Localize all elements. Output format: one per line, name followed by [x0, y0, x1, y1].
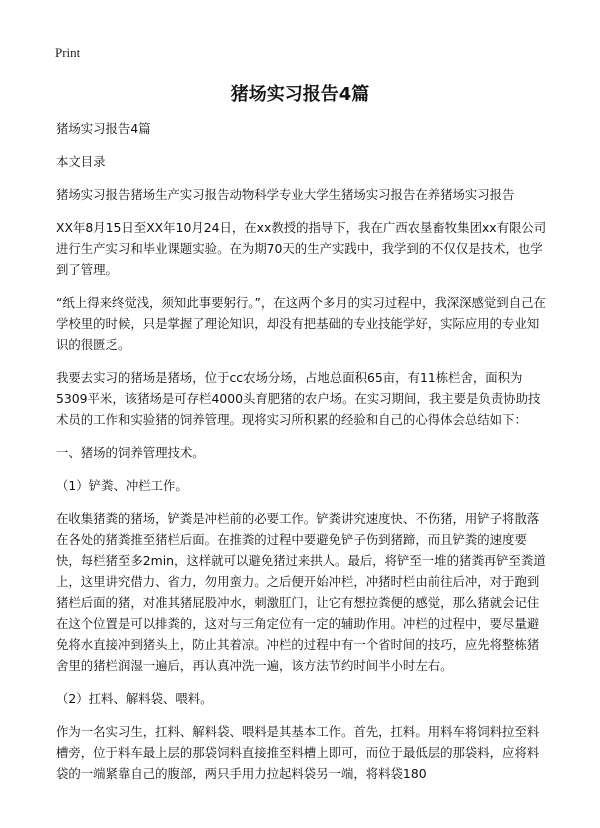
paragraph: 本文目录	[56, 154, 106, 169]
paragraph: 猪场实习报告猪场生产实习报告动物科学专业大学生猪场实习报告在养猪场实习报告	[56, 187, 515, 202]
paragraph: 在收集猪粪的猪场，铲粪是冲栏前的必要工作。铲粪讲究速度快、不伤猪，用铲子将散落在各处的猪粪推至猪栏后面。在推粪的过程中要避免铲子伤到猪蹄，而且铲粪的速度要快，每栏猪至多2min，这样就可以避免猪过来拱人。最后，将铲至一堆的猪粪再铲至粪道上，这里讲究借力、省力，勿用蛮力。之后便开始冲栏，冲猪时栏由前往后冲，对于跑到猪栏后面的猪，对准其猪屁股冲水，刺激肛门，让它有想拉粪便的感觉，那么猪就会记住在这个位置是可以排粪的，这对与三角定位有一定的辅助作用。冲栏的过程中，要尽量避免将水直接冲到猪头上，防止其着凉。冲栏的过程中有一个省时间的技巧，应先将整栋猪舍里的猪栏润湿一遍后，再认真冲洗一遍，该方法节约时间半小时左右。	[56, 511, 546, 673]
print-link[interactable]: Print	[55, 45, 81, 60]
document-body	[56, 118, 549, 796]
paragraph: 我要去实习的猪场是猪场，位于cc农场分场，占地总面积65亩，有11栋栏舍，面积为5309平米，该猪场是可存栏4000头育肥猪的农户场。在实习期间，我主要是负责协助技术员的工作和实验猪的饲养管理。现将实习所积累的经验和自己的心得体会总结如下：	[56, 370, 541, 427]
section-heading: 一、猪场的饲养管理技术。	[56, 445, 205, 460]
page-title: 猪场实习报告4篇	[230, 84, 370, 105]
subsection-heading: （2）扛料、解料袋、喂料。	[56, 691, 213, 706]
paragraph: “纸上得来终觉浅，须知此事要躬行。”，在这两个多月的实习过程中，我深深感觉到自己在学校里的时候，只是掌握了理论知识，却没有把基础的专业技能学好，实际应用的专业知识的很匮乏。	[56, 295, 546, 352]
paragraph: 猪场实习报告4篇	[56, 121, 151, 136]
subsection-heading: （1）铲粪、冲栏工作。	[56, 478, 188, 493]
paragraph: 作为一名实习生，扛料、解料袋、喂料是其基本工作。首先，扛料。用料车将饲料拉至料槽旁，位于料车最上层的那袋饲料直接推至料槽上即可，而位于最低层的那袋料，应将料袋的一端紧靠自己的腹部，两只手用力拉起料袋另一端，将料袋180	[56, 724, 540, 781]
paragraph: XX年8月15日至XX年10月24日，在xx教授的指导下，我在广西农垦畜牧集团xx有限公司进行生产实习和毕业课题实验。在为期70天的生产实践中，我学到的不仅仅是技术，也学到了管理。	[56, 220, 547, 277]
